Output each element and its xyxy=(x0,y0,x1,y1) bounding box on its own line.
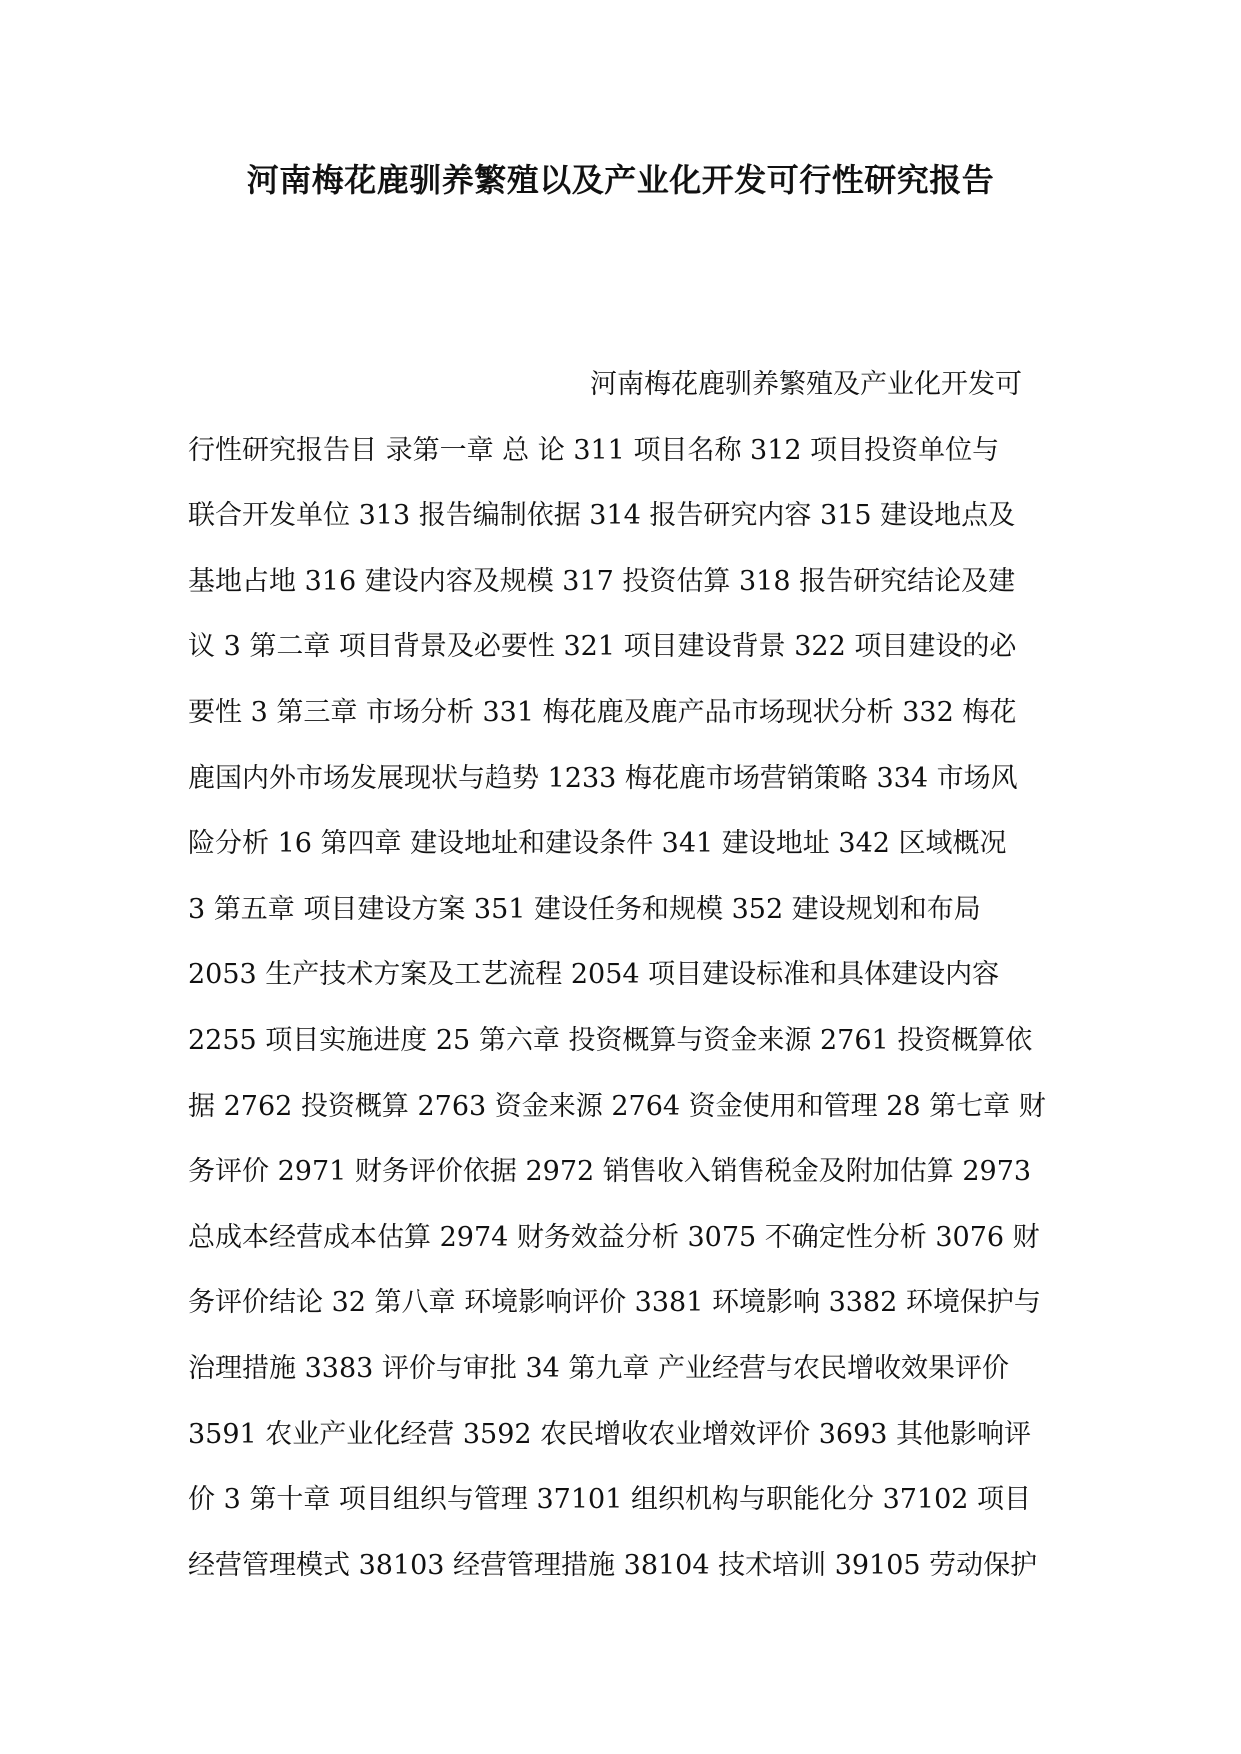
body-line: 鹿国内外市场发展现状与趋势 1233 梅花鹿市场营销策略 334 市场风 xyxy=(188,762,1018,794)
body-line: 3591 农业产业化经营 3592 农民增收农业增效评价 3693 其他影响评 xyxy=(188,1418,1032,1450)
body-line: 价 3 第十章 项目组织与管理 37101 组织机构与职能化分 37102 项目 xyxy=(188,1484,1032,1516)
body-line: 要性 3 第三章 市场分析 331 梅花鹿及鹿产品市场现状分析 332 梅花 xyxy=(188,696,1017,728)
body-line: 联合开发单位 313 报告编制依据 314 报告研究内容 315 建设地点及 xyxy=(188,500,1016,532)
body-line: 经营管理模式 38103 经营管理措施 38104 技术培训 39105 劳动保护 xyxy=(188,1549,1038,1581)
body-line: 2255 项目实施进度 25 第六章 投资概算与资金来源 2761 投资概算依 xyxy=(188,1024,1033,1056)
body-line: 总成本经营成本估算 2974 财务效益分析 3075 不确定性分析 3076 财 xyxy=(188,1221,1040,1253)
body-line: 治理措施 3383 评价与审批 34 第九章 产业经营与农民增收效果评价 xyxy=(188,1352,1009,1384)
body-line: 务评价结论 32 第八章 环境影响评价 3381 环境影响 3382 环境保护与 xyxy=(188,1287,1041,1319)
body-line: 据 2762 投资概算 2763 资金来源 2764 资金使用和管理 28 第七章 财 xyxy=(188,1090,1046,1122)
body-line: 险分析 16 第四章 建设地址和建设条件 341 建设地址 342 区域概况 xyxy=(188,828,1007,860)
body-line: 务评价 2971 财务评价依据 2972 销售收入销售税金及附加估算 2973 xyxy=(188,1156,1032,1188)
body-line: 2053 生产技术方案及工艺流程 2054 项目建设标准和具体建设内容 xyxy=(188,959,1000,991)
body-line: 基地占地 316 建设内容及规模 317 投资估算 318 报告研究结论及建 xyxy=(188,565,1016,597)
body-line: 行性研究报告目 录第一章 总 论 311 项目名称 312 项目投资单位与 xyxy=(188,434,1000,466)
document-title: 河南梅花鹿驯养繁殖以及产业化开发可行性研究报告 xyxy=(246,161,995,199)
body-line: 河南梅花鹿驯养繁殖及产业化开发可 xyxy=(590,369,1022,400)
body-line: 议 3 第二章 项目背景及必要性 321 项目建设背景 322 项目建设的必 xyxy=(188,631,1017,663)
body-line: 3 第五章 项目建设方案 351 建设任务和规模 352 建设规划和布局 xyxy=(188,893,981,925)
document-body xyxy=(188,352,1068,1598)
